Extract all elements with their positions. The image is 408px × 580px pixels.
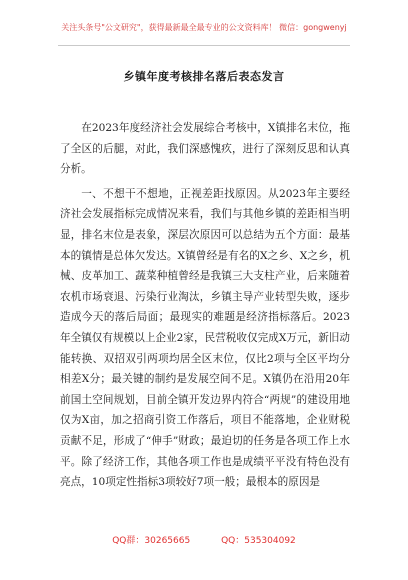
document-body <box>60 118 350 497</box>
paragraph-intro: 在2023年度经济社会发展综合考核中，X镇排名末位，拖了全区的后腿，对此，我们深感愧疚，进行了深刻反思和认真分析。 <box>60 122 350 176</box>
paragraph-section-1: 一、不想干不想地，正视差距找原因。从2023年主要经济社会发展指标完成情况来看，我们与其他乡镇的差距相当明显，排名末位是表象，深层次原因可以总结为五个方面：最基本的镇情是总体欠发达。X镇曾经是有名的X之乡、X之乡，机械、皮革加工、蔬菜种植曾经是我镇三大支柱产业，后来随着农机市场衰退、污染行业淘汰，乡镇主导产业转型失败，逐步造成今天的落后局面；最现实的难题是经济指标落后。2023年全镇仅有规模以上企业2家，民营税收仅完成X万元，新旧动能转换、双招双引两项均居全区末位，仅比2项与全区平均分相差X分；最关键的制约是发展空间不足。X镇仍在沿用20年前国土空间规划，目前全镇开发边界内符合“两规”的建设用地仅为X亩，加之招商引资工作落后，项目不能落地，企业财税贡献不足，形成了“伸手”财政；最迫切的任务是各项工作上水平。除了经济工作，其他各项工作也是成绩平平没有特色没有亮点，10项定性指标3项较好7项一般；最根本的原因是 <box>60 187 350 489</box>
header-banner: 关注头条号"公文研究"，获得最新最全最专业的公文资料库！ 微信：gongwenyj <box>61 23 347 32</box>
footer-qq-number: QQ：535304092 <box>221 536 296 546</box>
header-divider <box>58 45 350 46</box>
document-title: 乡镇年度考核排名落后表态发言 <box>123 70 285 83</box>
footer-qq-group: QQ群：30265665 <box>112 536 191 546</box>
footer-contacts <box>0 533 408 546</box>
